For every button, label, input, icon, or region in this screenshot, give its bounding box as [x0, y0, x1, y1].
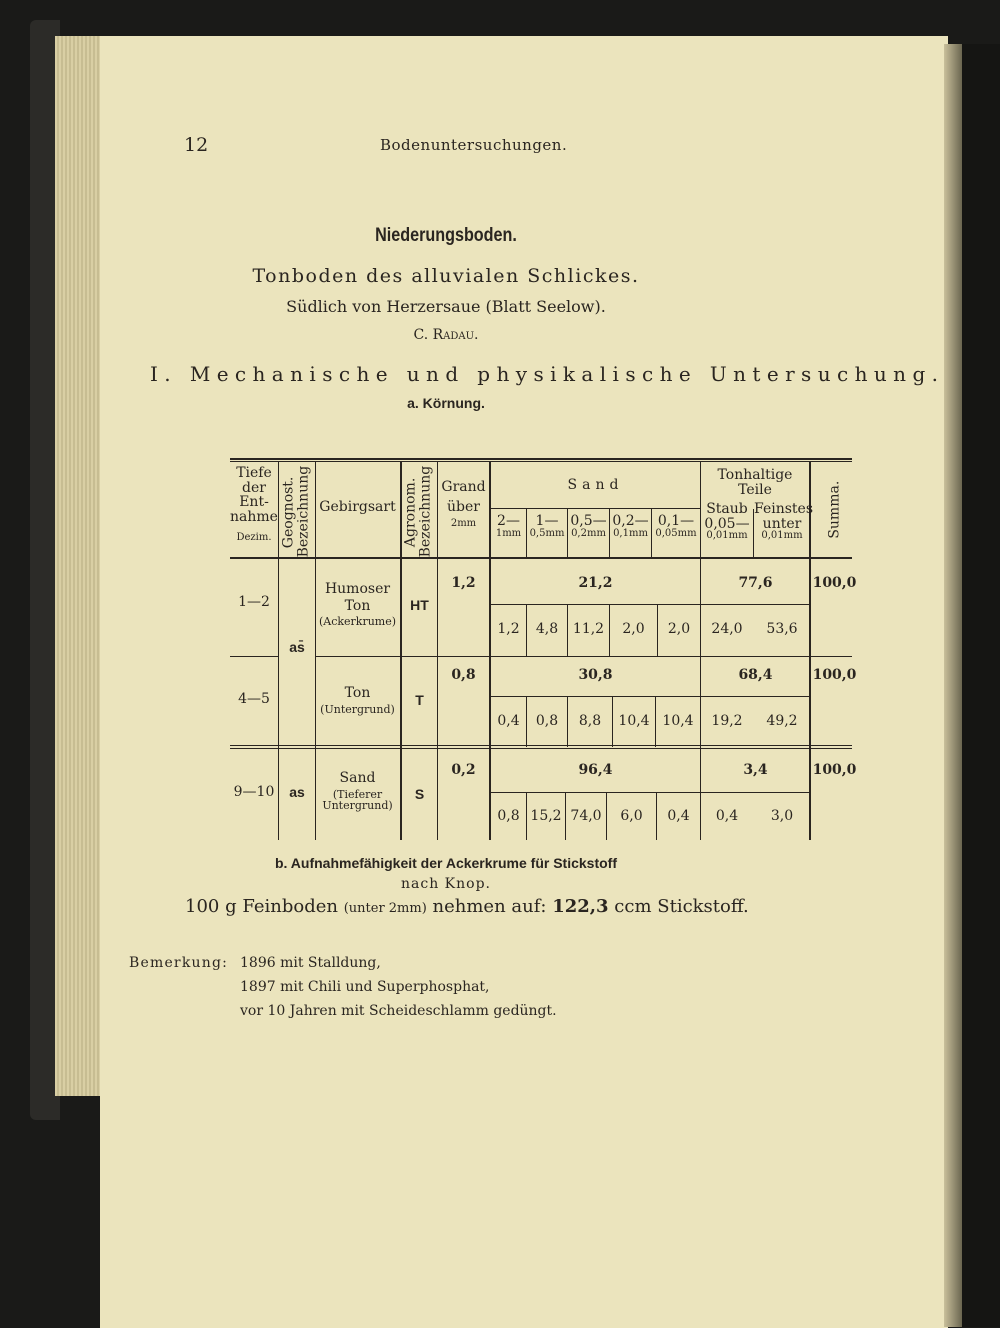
header-sand-col-1-b: 1mm: [495, 527, 522, 539]
header-sand-col-2-a: 1—: [535, 513, 559, 529]
section-b-result: [185, 896, 749, 917]
row2-grand: 0,8: [451, 667, 476, 683]
header-depth-l3: Ent-: [239, 494, 269, 511]
header-clay-col-1-a: Staub: [706, 501, 748, 517]
header-clay-col-1-c: 0,01mm: [706, 530, 748, 542]
remark-line-3: vor 10 Jahren mit Scheideschlamm gedüngt.: [240, 1003, 557, 1019]
row1-sum: 100,0: [812, 575, 857, 591]
row1-sand-4: 2,0: [622, 621, 645, 637]
remark-line-2: 1897 mit Chili und Superphosphat,: [240, 979, 490, 995]
header-sum: Summa.: [826, 480, 843, 539]
page-number: 12: [184, 134, 209, 156]
header-grand-l1: Grand: [441, 479, 486, 495]
header-depth: [230, 466, 278, 543]
row1-rock-l1: Humoser: [324, 581, 391, 597]
result-value: 122,3: [552, 896, 609, 917]
row2-clay-total: 68,4: [738, 667, 773, 683]
header-sand-col-1-a: 2—: [497, 513, 520, 529]
section-title: I. Mechanische und physikalische Untersuchung.: [150, 362, 945, 386]
row3-grand: 0,2: [451, 762, 476, 778]
row3-clay-2: 3,0: [770, 808, 794, 824]
header-depth-l1: Tiefe: [236, 465, 272, 481]
row1-rock-l3: (Ackerkrume): [318, 614, 397, 628]
row2-agronom: T: [415, 692, 424, 708]
header-clay: [701, 468, 809, 497]
row2-sand-total: 30,8: [578, 667, 613, 683]
row3-geognost: as: [289, 784, 305, 800]
result-part-a: 100 g Feinboden: [185, 896, 338, 917]
row3-sub-rule: [490, 792, 810, 793]
row2-sand-2: 0,8: [535, 713, 559, 729]
result-unit: ccm Stickstoff.: [614, 896, 749, 917]
row1-rock: [315, 581, 400, 628]
header-grand-l3: 2mm: [450, 518, 477, 530]
header-sand-col-1: [491, 514, 526, 539]
row3-sum: 100,0: [812, 762, 857, 778]
header-clay-l2: Teile: [738, 481, 772, 498]
row2-rock-l1: Ton: [344, 685, 371, 701]
row3-sand-3: 74,0: [570, 808, 602, 824]
row1-rock-l2: Ton: [344, 597, 371, 614]
geognost-shared: as̄: [289, 639, 305, 655]
header-clay-col-1: [701, 502, 753, 542]
running-title: Bodenuntersuchungen.: [380, 136, 568, 154]
row2-rock-l2: (Untergrund): [320, 702, 395, 716]
header-bottom-rule: [230, 557, 852, 559]
row1-sand-1: 1,2: [497, 621, 520, 637]
row2-clay-2: 49,2: [766, 713, 798, 729]
header-geognost-l1: Geognost.: [280, 476, 297, 549]
row1-sand-total: 21,2: [578, 575, 613, 591]
header-grand: [438, 478, 489, 531]
header-geognost-l2: Bezeichnung: [296, 465, 312, 558]
header-agronom: [404, 467, 435, 557]
section-b-heading: b. Aufnahmefähigkeit der Ackerkrume für Stickstoff: [274, 855, 618, 871]
author: C. Radau.: [413, 327, 479, 343]
opposite-page-edge: [962, 44, 1000, 1327]
sand-header-rule: [490, 508, 700, 509]
header-sand: Sand: [567, 477, 624, 493]
row2-sand-5: 10,4: [662, 713, 694, 729]
header-sand-col-5-b: 0,05mm: [655, 527, 697, 539]
header-sand-col-3-b: 0,2mm: [571, 527, 606, 539]
row2-bottom-rule-2: [230, 748, 852, 749]
header-agronom-l2: Bezeichnung: [418, 465, 434, 558]
header-sand-col-5: [652, 514, 700, 539]
page-gutter: [944, 44, 962, 1327]
result-part-c: nehmen auf:: [432, 896, 547, 917]
row3-sand-4: 6,0: [620, 808, 643, 824]
header-sand-col-4-a: 0,2—: [612, 513, 649, 529]
row1-sand-2: 4,8: [535, 621, 559, 637]
row1-depth-rule: [230, 656, 278, 657]
row2-depth: 4—5: [238, 691, 270, 707]
row3-rock-l2: (Tieferer: [332, 787, 383, 801]
row1-agronom: HT: [410, 597, 429, 613]
row2-bottom-rule: [230, 745, 852, 746]
header-clay-l1: Tonhaltige: [717, 467, 793, 483]
row2-sand-4: 10,4: [618, 713, 650, 729]
remark-label: Bemerkung:: [129, 955, 229, 971]
header-sand-col-3: [568, 514, 609, 539]
section-b-method: nach Knop.: [401, 876, 491, 892]
row1-clay-2: 53,6: [766, 621, 798, 637]
header-sand-col-2: [527, 514, 567, 539]
header-sand-col-3-a: 0,5—: [570, 513, 607, 529]
row3-sand-total: 96,4: [578, 762, 613, 778]
row2-rock: [315, 685, 400, 716]
header-sand-col-4: [610, 514, 651, 539]
row1-clay-total: 77,6: [738, 575, 773, 591]
row1-grand: 1,2: [451, 575, 476, 591]
row3-clay-1: 0,4: [715, 808, 739, 824]
row1-bottom-rule: [315, 656, 852, 657]
header-depth-unit: Dezim.: [236, 531, 272, 543]
header-rock: Gebirgsart: [319, 499, 396, 515]
row3-sand-1: 0,8: [497, 808, 520, 824]
row2-sand-1: 0,4: [497, 713, 520, 729]
header-clay-col-2-a: Feinstes: [754, 501, 814, 517]
subsection-a-title: a. Körnung.: [407, 395, 485, 411]
page-subtitle: Tonboden des alluvialen Schlickes.: [252, 265, 640, 287]
header-depth-l2: der: [242, 479, 266, 496]
row3-depth: 9—10: [233, 784, 275, 800]
page-title: Niederungsboden.: [375, 225, 517, 246]
row3-rock-l3: Untergrund): [322, 799, 393, 813]
header-clay-col-2-c: 0,01mm: [761, 530, 803, 542]
header-clay-col-2: [754, 501, 814, 542]
row1-sand-5: 2,0: [667, 621, 691, 637]
header-grand-l2: über: [447, 498, 480, 515]
row3-rock: [315, 771, 400, 812]
sample-location: Südlich von Herzersaue (Blatt Seelow).: [286, 297, 606, 316]
row2-sub-rule: [490, 696, 810, 697]
header-sand-col-5-a: 0,1—: [657, 513, 695, 529]
row2-sum: 100,0: [812, 667, 857, 683]
row3-sand-2: 15,2: [530, 808, 562, 824]
table-top-rule: [230, 458, 852, 460]
header-sand-col-4-b: 0,1mm: [613, 527, 648, 539]
remark-line-1: 1896 mit Stalldung,: [240, 955, 381, 971]
header-depth-l4: nahme: [230, 509, 278, 526]
header-clay-col-2-b: unter: [762, 515, 802, 532]
table-top-rule-2: [230, 461, 852, 462]
result-part-b: (unter 2mm): [343, 901, 427, 916]
row3-agronom: S: [414, 786, 425, 802]
header-geognost: [282, 467, 313, 557]
row2-clay-1: 19,2: [711, 713, 743, 729]
row2-sand-3: 8,8: [578, 713, 602, 729]
row1-sub-rule: [490, 604, 810, 605]
row1-clay-1: 24,0: [711, 621, 743, 637]
row3-clay-total: 3,4: [743, 762, 768, 778]
header-agronom-l1: Agronom.: [402, 477, 419, 548]
row3-rock-l1: Sand: [339, 770, 376, 786]
header-clay-col-1-b: 0,05—: [704, 515, 750, 532]
row1-sand-3: 11,2: [572, 621, 605, 637]
row1-depth: 1—2: [238, 594, 270, 610]
header-sand-col-2-b: 0,5mm: [529, 527, 565, 539]
row3-sand-5: 0,4: [667, 808, 690, 824]
